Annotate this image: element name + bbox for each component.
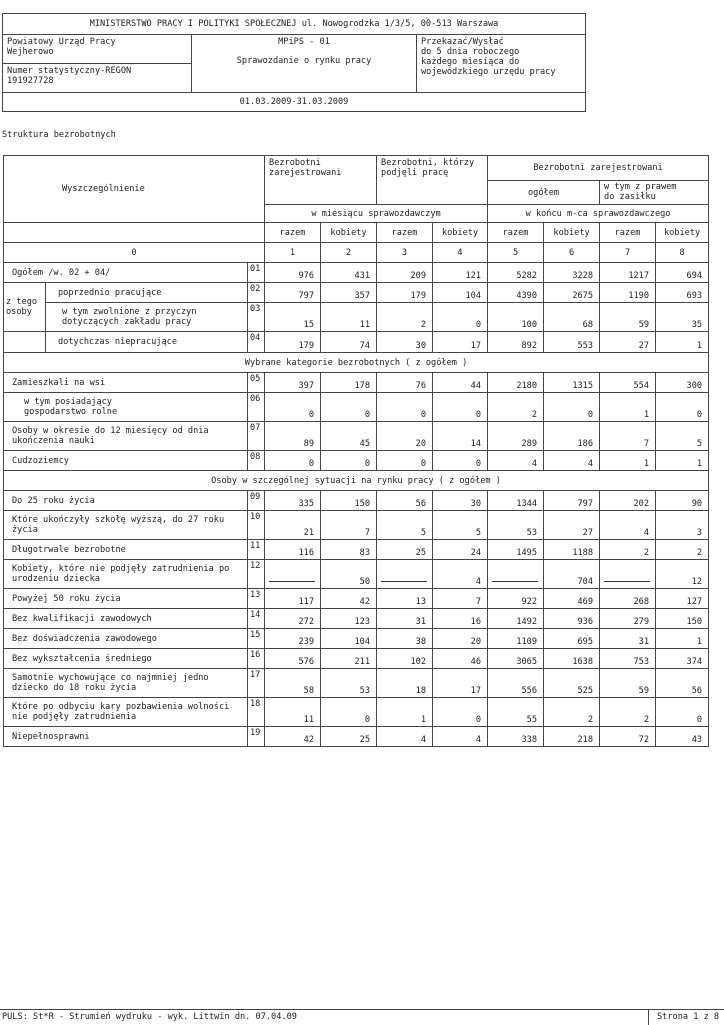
table-row [4,422,709,451]
section-row [4,471,709,491]
table-row [4,332,709,353]
ministry-title: MINISTERSTWO PRACY I POLITYKI SPOŁECZNEJ ul. Nowogrodzka 1/3/5, 00-513 Warszawa [3,14,586,35]
value-cell: 53 [488,511,544,540]
header-total: ogółem [488,181,600,205]
table-row [4,649,709,669]
row-code: 10 [248,511,265,540]
value-cell: 1 [377,698,433,727]
value-cell: 13 [377,589,433,609]
table-row [4,491,709,511]
value-cell: 218 [544,727,600,747]
report-period: 01.03.2009-31.03.2009 [3,93,586,112]
value-cell: 1 [656,451,709,471]
value-cell: 7 [321,511,377,540]
value-cell: 21 [265,511,321,540]
value-cell: 209 [377,263,433,283]
value-cell: 431 [321,263,377,283]
value-cell: 42 [265,727,321,747]
value-cell: 2675 [544,283,600,303]
subheader-cell: kobiety [544,223,600,243]
row-code: 16 [248,649,265,669]
value-cell: 357 [321,283,377,303]
row-label: Bez wykształcenia średniego [4,649,248,669]
value-cell: 0 [656,698,709,727]
form-title: Sprawozdanie o rynku pracy [236,56,372,66]
table-row [4,727,709,747]
value-cell: 469 [544,589,600,609]
value-cell: 90 [656,491,709,511]
table-row [4,393,709,422]
form-header [2,13,586,112]
column-number: 2 [321,243,377,263]
table-row [4,511,709,540]
value-cell: 268 [600,589,656,609]
value-cell: 83 [321,540,377,560]
regon-cell [3,64,192,93]
value-cell: 0 [433,698,488,727]
row-label: Długotrwale bezrobotne [4,540,248,560]
column-number: 3 [377,243,433,263]
value-cell: 300 [656,373,709,393]
deliver-line: do 5 dnia roboczego [421,47,520,57]
page-footer [0,1009,724,1025]
not-applicable-dash [604,581,650,582]
unemployment-structure-table [3,155,709,747]
value-cell: 25 [321,727,377,747]
value-cell: 5 [656,422,709,451]
regon-value: 191927728 [7,76,54,86]
row-label: dotychczas niepracujące [46,332,248,353]
value-cell: 1217 [600,263,656,283]
value-cell: 753 [600,649,656,669]
empty-cell [4,332,46,353]
subheader-cell: razem [488,223,544,243]
table-row [4,560,709,589]
value-cell: 104 [321,629,377,649]
header-registered: Bezrobotni zarejestrowani [265,156,377,205]
value-cell: 1495 [488,540,544,560]
value-cell: 72 [600,727,656,747]
subgroup-label: z tego osoby [4,283,46,332]
value-cell: 20 [377,422,433,451]
value-cell: 0 [321,393,377,422]
row-code: 11 [248,540,265,560]
value-cell: 279 [600,609,656,629]
value-cell: 42 [321,589,377,609]
row-code: 14 [248,609,265,629]
value-cell: 1190 [600,283,656,303]
subheader-row [4,223,709,243]
column-number: 4 [433,243,488,263]
table-row [4,283,709,303]
value-cell: 1 [600,451,656,471]
header-took-job: Bezrobotni, którzy podjęli pracę [377,156,488,205]
table-row [4,629,709,649]
value-cell: 0 [656,393,709,422]
value-cell: 89 [265,422,321,451]
value-cell [600,560,656,589]
value-cell: 3228 [544,263,600,283]
value-cell: 695 [544,629,600,649]
value-cell: 2 [600,540,656,560]
row-code: 17 [248,669,265,698]
value-cell: 1 [656,332,709,353]
value-cell: 4 [544,451,600,471]
value-cell: 43 [656,727,709,747]
value-cell: 0 [433,303,488,332]
value-cell: 335 [265,491,321,511]
value-cell: 2 [656,540,709,560]
value-cell: 30 [433,491,488,511]
value-cell: 179 [265,332,321,353]
value-cell: 797 [265,283,321,303]
value-cell: 5 [433,511,488,540]
value-cell: 211 [321,649,377,669]
form-cell [192,35,417,93]
row-label: Kobiety, które nie podjęły zatrudnienia po urodzeniu dziecka [4,560,248,589]
row-label: Które ukończyły szkołę wyższą, do 27 roku życia [4,511,248,540]
value-cell: 11 [321,303,377,332]
value-cell: 4 [433,727,488,747]
value-cell: 150 [656,609,709,629]
value-cell: 576 [265,649,321,669]
column-number: 1 [265,243,321,263]
value-cell: 202 [600,491,656,511]
value-cell: 59 [600,303,656,332]
value-cell: 553 [544,332,600,353]
row-label: Do 25 roku życia [4,491,248,511]
value-cell: 24 [433,540,488,560]
value-cell: 11 [265,698,321,727]
subheader-cell: razem [600,223,656,243]
value-cell: 20 [433,629,488,649]
value-cell: 0 [433,393,488,422]
not-applicable-dash [492,581,538,582]
value-cell: 556 [488,669,544,698]
value-cell: 27 [600,332,656,353]
value-cell: 694 [656,263,709,283]
office-cell [3,35,192,64]
value-cell: 12 [656,560,709,589]
column-number: 5 [488,243,544,263]
value-cell: 5282 [488,263,544,283]
row-label: w tym posiadający gospodarstwo rolne [4,393,248,422]
value-cell: 554 [600,373,656,393]
row-code: 04 [248,332,265,353]
value-cell: 56 [656,669,709,698]
row-label: Niepełnosprawni [4,727,248,747]
value-cell: 55 [488,698,544,727]
value-cell: 31 [600,629,656,649]
column-number: 8 [656,243,709,263]
table-row [4,373,709,393]
value-cell: 0 [544,393,600,422]
table-row [4,589,709,609]
value-cell: 525 [544,669,600,698]
table-row [4,698,709,727]
section-heading: Osoby w szczególnej sytuacji na rynku pracy ( z ogółem ) [4,471,709,491]
section-title: Struktura bezrobotnych [2,130,116,140]
deliver-line: wojewódzkiego urzędu pracy [421,67,556,77]
value-cell: 7 [433,589,488,609]
value-cell: 150 [321,491,377,511]
value-cell: 16 [433,609,488,629]
value-cell: 3065 [488,649,544,669]
value-cell: 2 [544,698,600,727]
value-cell: 922 [488,589,544,609]
table-row [4,303,709,332]
row-label: w tym zwolnione z przyczyn dotyczących zakładu pracy [46,303,248,332]
value-cell: 1 [600,393,656,422]
value-cell: 2 [488,393,544,422]
value-cell: 797 [544,491,600,511]
value-cell: 1638 [544,649,600,669]
footer-print-info: PULS: St*R - Strumień wydruku - wyk. Littwin dn. 07.04.09 [2,1012,297,1022]
row-label: Powyżej 50 roku życia [4,589,248,609]
value-cell: 44 [433,373,488,393]
value-cell: 121 [433,263,488,283]
row-code: 13 [248,589,265,609]
value-cell: 46 [433,649,488,669]
value-cell: 18 [377,669,433,698]
column-number: 6 [544,243,600,263]
table-row [4,609,709,629]
column-number: 0 [4,243,265,263]
row-code: 09 [248,491,265,511]
subheader-cell: kobiety [433,223,488,243]
column-number: 7 [600,243,656,263]
row-label: Bez kwalifikacji zawodowych [4,609,248,629]
value-cell: 31 [377,609,433,629]
table-row [4,451,709,471]
row-code: 19 [248,727,265,747]
subheader-cell: razem [377,223,433,243]
value-cell: 53 [321,669,377,698]
value-cell: 3 [656,511,709,540]
row-label: Samotnie wychowujące co najmniej jedno dziecko do 18 roku życia [4,669,248,698]
value-cell: 338 [488,727,544,747]
value-cell: 25 [377,540,433,560]
value-cell: 4 [488,451,544,471]
row-label: poprzednio pracujące [46,283,248,303]
regon-label: Numer statystyczny-REGON [7,66,132,76]
value-cell: 117 [265,589,321,609]
value-cell: 0 [321,698,377,727]
value-cell [488,560,544,589]
subheader-cell: razem [265,223,321,243]
value-cell: 5 [377,511,433,540]
value-cell: 27 [544,511,600,540]
value-cell: 56 [377,491,433,511]
page-number: Strona 1 z 8 [657,1012,720,1022]
header-benefit: w tym z prawem do zasiłku [600,181,709,205]
value-cell: 2 [377,303,433,332]
value-cell: 892 [488,332,544,353]
value-cell: 397 [265,373,321,393]
value-cell: 104 [433,283,488,303]
row-code: 02 [248,283,265,303]
value-cell: 272 [265,609,321,629]
value-cell: 239 [265,629,321,649]
value-cell: 0 [377,393,433,422]
value-cell: 186 [544,422,600,451]
value-cell: 179 [377,283,433,303]
value-cell: 0 [433,451,488,471]
table-row [4,263,709,283]
header-month-end: w końcu m-ca sprawozdawczego [488,205,709,223]
value-cell: 374 [656,649,709,669]
table-row [4,540,709,560]
value-cell: 17 [433,669,488,698]
value-cell: 74 [321,332,377,353]
deliver-line: każdego miesiąca do [421,57,520,67]
value-cell: 7 [600,422,656,451]
header-month: w miesiącu sprawozdawczym [265,205,488,223]
value-cell: 2180 [488,373,544,393]
office-city: Wejherowo [7,47,54,57]
value-cell: 0 [377,451,433,471]
value-cell: 123 [321,609,377,629]
header-registered-group: Bezrobotni zarejestrowani [488,156,709,181]
value-cell: 50 [321,560,377,589]
value-cell: 116 [265,540,321,560]
row-label: Zamieszkali na wsi [4,373,248,393]
row-label: Które po odbyciu kary pozbawienia wolności nie podjęły zatrudnienia [4,698,248,727]
form-code: MPiPS - 01 [278,37,330,47]
value-cell: 45 [321,422,377,451]
header-spec: Wyszczególnienie [4,156,265,223]
value-cell: 58 [265,669,321,698]
row-code: 08 [248,451,265,471]
value-cell: 4 [600,511,656,540]
value-cell: 178 [321,373,377,393]
value-cell: 289 [488,422,544,451]
deliver-line: Przekazać/Wysłać [421,37,504,47]
row-code: 07 [248,422,265,451]
row-code: 18 [248,698,265,727]
value-cell: 17 [433,332,488,353]
value-cell: 1188 [544,540,600,560]
value-cell: 35 [656,303,709,332]
value-cell: 4 [433,560,488,589]
value-cell: 1492 [488,609,544,629]
value-cell: 4390 [488,283,544,303]
deliver-cell [417,35,586,93]
row-label: Cudzoziemcy [4,451,248,471]
value-cell [377,560,433,589]
value-cell: 59 [600,669,656,698]
value-cell: 1109 [488,629,544,649]
value-cell: 0 [265,451,321,471]
value-cell: 1344 [488,491,544,511]
value-cell: 0 [321,451,377,471]
value-cell: 30 [377,332,433,353]
row-label: Osoby w okresie do 12 miesięcy od dnia ukończenia nauki [4,422,248,451]
not-applicable-dash [381,581,427,582]
row-label: Bez doświadczenia zawodowego [4,629,248,649]
row-code: 03 [248,303,265,332]
row-code: 01 [248,263,265,283]
value-cell: 68 [544,303,600,332]
row-code: 15 [248,629,265,649]
value-cell: 704 [544,560,600,589]
value-cell: 15 [265,303,321,332]
row-code: 12 [248,560,265,589]
row-code: 06 [248,393,265,422]
subheader-cell: kobiety [656,223,709,243]
value-cell: 14 [433,422,488,451]
not-applicable-dash [269,581,315,582]
office-name: Powiatowy Urząd Pracy [7,37,116,47]
value-cell: 127 [656,589,709,609]
value-cell: 38 [377,629,433,649]
table-row [4,669,709,698]
value-cell: 76 [377,373,433,393]
value-cell: 1 [656,629,709,649]
row-label: Ogółem /w. 02 + 04/ [4,263,248,283]
value-cell [265,560,321,589]
value-cell: 1315 [544,373,600,393]
value-cell: 693 [656,283,709,303]
value-cell: 976 [265,263,321,283]
row-code: 05 [248,373,265,393]
value-cell: 0 [265,393,321,422]
section-row [4,353,709,373]
subheader-cell: kobiety [321,223,377,243]
value-cell: 936 [544,609,600,629]
value-cell: 4 [377,727,433,747]
value-cell: 100 [488,303,544,332]
value-cell: 102 [377,649,433,669]
section-heading: Wybrane kategorie bezrobotnych ( z ogółem ) [4,353,709,373]
value-cell: 2 [600,698,656,727]
column-number-row [4,243,709,263]
